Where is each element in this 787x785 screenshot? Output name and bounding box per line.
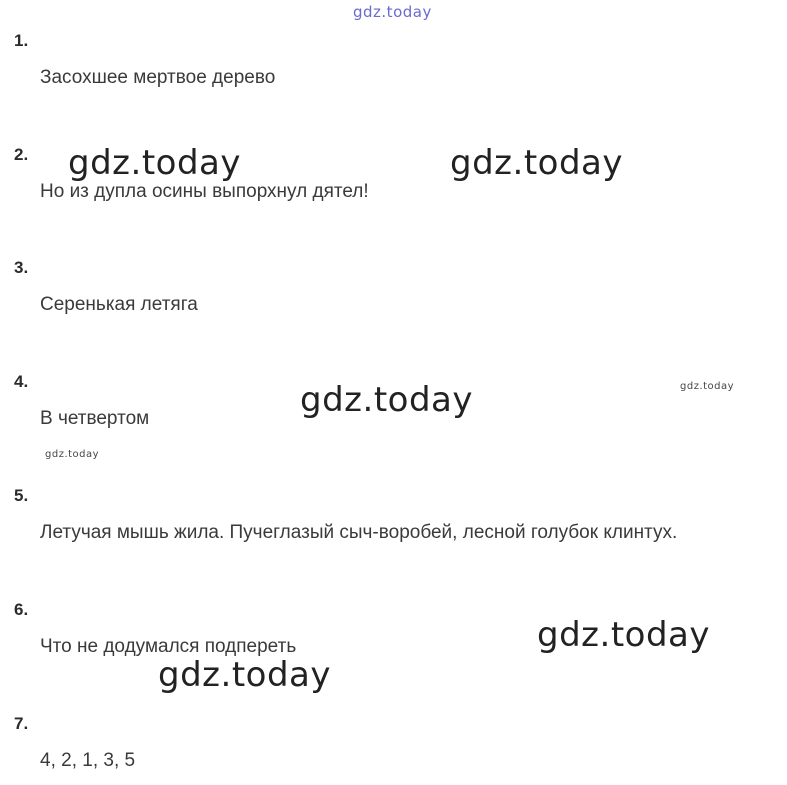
answer-text: Но из дупла осины выпорхнул дятел! (40, 181, 369, 202)
watermark: gdz.today (158, 655, 331, 695)
watermark-small: gdz.today (45, 449, 100, 460)
answer-number: 2. (14, 145, 29, 164)
watermark: gdz.today (450, 143, 623, 183)
watermark: gdz.today (537, 615, 710, 655)
answer-text: В четвертом (40, 408, 150, 429)
answer-text: Что не додумался подпереть (40, 636, 297, 657)
answer-text: Летучая мышь жила. Пучеглазый сыч-воробей, лесной голубок клинтух. (40, 522, 678, 543)
answer-number: 1. (14, 31, 29, 50)
watermark: gdz.today (300, 380, 473, 420)
answer-number: 4. (14, 372, 29, 391)
watermark-top: gdz.today (353, 3, 432, 21)
answer-number: 5. (14, 486, 29, 505)
answer-number: 3. (14, 258, 29, 277)
answer-text: Серенькая летяга (40, 294, 198, 315)
answer-text: Засохшее мертвое дерево (40, 67, 276, 88)
answer-number: 7. (14, 714, 29, 733)
answer-number: 6. (14, 600, 29, 619)
answer-text: 4, 2, 1, 3, 5 (40, 750, 136, 771)
watermark-small: gdz.today (680, 381, 735, 392)
watermark: gdz.today (68, 143, 241, 183)
